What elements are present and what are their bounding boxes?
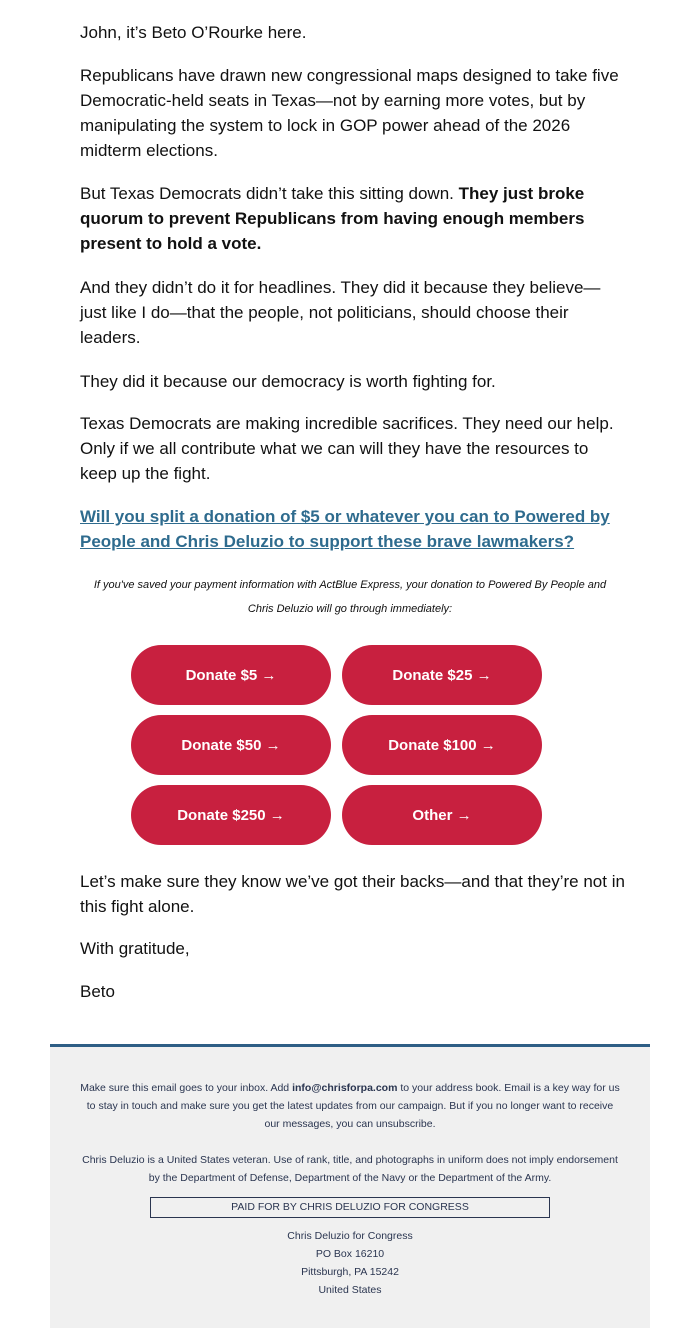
- donate-100-button[interactable]: Donate $100 →: [342, 715, 542, 775]
- paragraph-quorum: [80, 181, 625, 256]
- paragraph-quorum-plain: But Texas Democrats didn’t take this sitting down.: [80, 184, 459, 203]
- address-city: Pittsburgh, PA 15242: [301, 1266, 399, 1278]
- footer-email-link[interactable]: info@chrisforpa.com: [292, 1082, 398, 1094]
- actblue-express-note: If you've saved your payment information with ActBlue Express, your donation to Powered By People and Chris Deluzio will go through immediately:: [93, 579, 607, 615]
- email-footer: [50, 1044, 650, 1328]
- donate-50-button[interactable]: Donate $50 →: [131, 715, 331, 775]
- donate-other-button[interactable]: Other →: [342, 785, 542, 845]
- donation-cta-link[interactable]: Will you split a donation of $5 or whatever you can to Powered by People and Chris Deluzio to support these brave lawmakers?: [80, 507, 610, 551]
- paragraph-sacrifices: Texas Democrats are making incredible sacrifices. They need our help. Only if we all contribute what we can will they have the resources to keep up the fight.: [80, 414, 614, 483]
- veteran-disclaimer: Chris Deluzio is a United States veteran. Use of rank, title, and photographs in uniform does not imply endorsement by the Department of Defense, Department of the Navy or the Department of the Army.: [82, 1154, 618, 1184]
- donate-5-button[interactable]: Donate $5 →: [131, 645, 331, 705]
- greeting: John, it’s Beto O’Rourke here.: [80, 23, 307, 42]
- address-country: United States: [318, 1284, 382, 1296]
- donate-25-button[interactable]: Donate $25 →: [342, 645, 542, 705]
- closing-paragraph: Let’s make sure they know we’ve got their backs—and that they’re not in this fight alone.: [80, 872, 625, 916]
- address-name: Chris Deluzio for Congress: [287, 1230, 413, 1242]
- inbox-notice-pre: Make sure this email goes to your inbox. Add: [80, 1082, 293, 1094]
- paragraph-democracy: They did it because our democracy is worth fighting for.: [80, 372, 496, 391]
- paragraph-headlines: And they didn’t do it for headlines. They did it because they believe—just like I do—that the people, not politicians, should choose their leaders.: [80, 278, 601, 347]
- donate-250-button[interactable]: Donate $250 →: [131, 785, 331, 845]
- paragraph-quorum-bold: They just broke quorum to prevent Republicans from having enough members present to hold a vote.: [80, 184, 585, 253]
- inbox-notice-post: to your address book. Email is a key way for us to stay in touch and make sure you get the latest updates from our campaign. But if you no longer want to receive our messages, you can unsubscribe.: [86, 1082, 620, 1130]
- sign-off: With gratitude,: [80, 939, 190, 958]
- address-po-box: PO Box 16210: [315, 1248, 385, 1260]
- inbox-notice: [80, 1079, 620, 1133]
- signature: Beto: [80, 982, 115, 1001]
- paragraph-maps: Republicans have drawn new congressional maps designed to take five Democratic-held seats in Texas—not by earning more votes, but by manipulating the system to lock in GOP power ahead of the 2026 midterm elections.: [80, 66, 619, 160]
- paid-for-disclaimer: PAID FOR BY CHRIS DELUZIO FOR CONGRESS: [150, 1197, 550, 1218]
